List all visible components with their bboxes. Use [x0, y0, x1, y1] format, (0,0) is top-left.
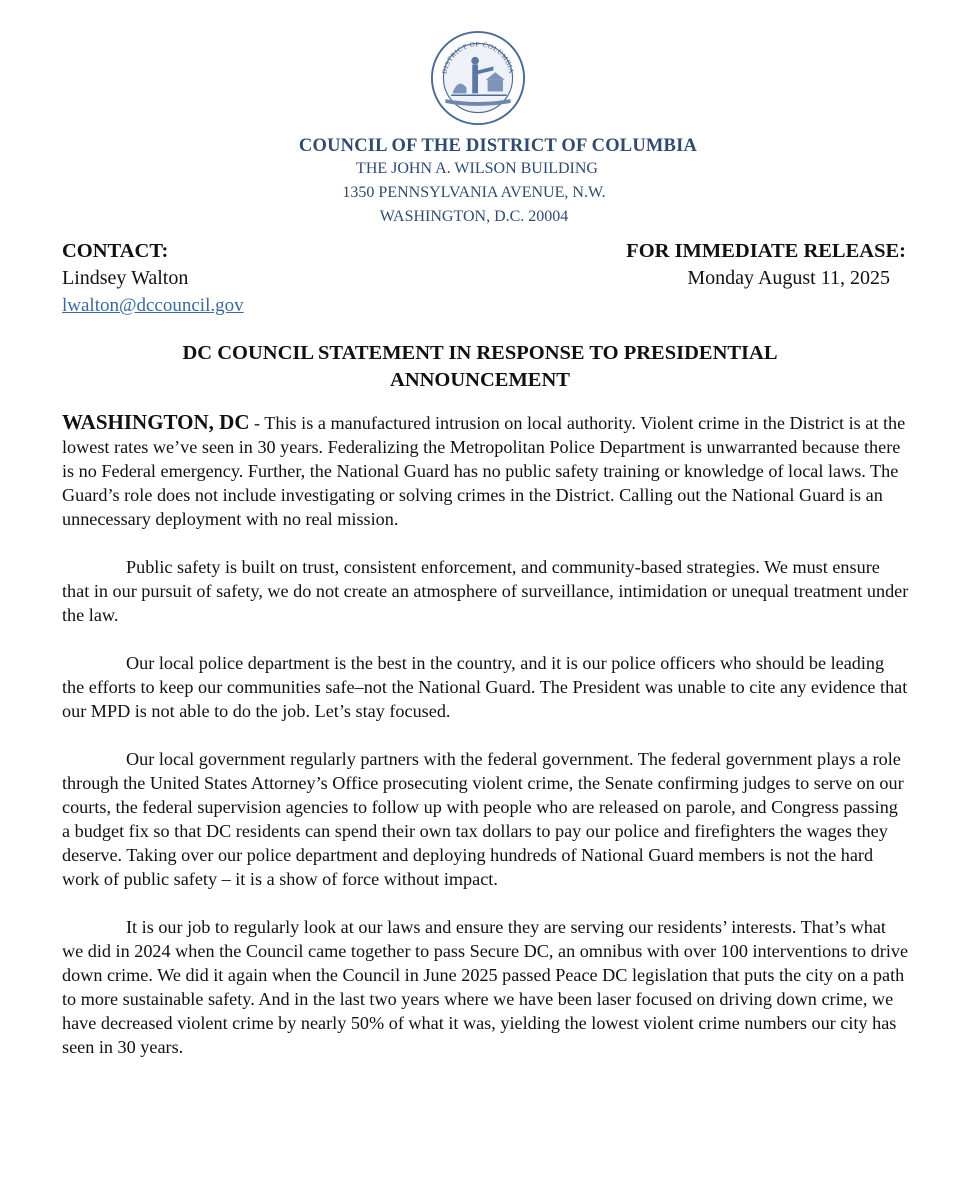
paragraph-1: [62, 410, 910, 531]
release-heading: FOR IMMEDIATE RELEASE:: [626, 240, 906, 262]
paragraph-5: It is our job to regularly look at our laws and ensure they are serving our residents’ interests. That’s what we did in 2024 when the Council came together to pass Secure DC, an omnibus with over 100 interventions to drive down crime. We did it again when the Council in June 2025 passed Peace DC legislation that puts the city on a path to more sustainable safety. And in the last two years where we have been laser focused on driving down crime, we have decreased violent crime by nearly 50% of what it was, yielding the lowest violent crime numbers our city has seen in 30 years.: [62, 917, 909, 1057]
release-date: Monday August 11, 2025: [687, 267, 890, 289]
paragraph-2: Public safety is built on trust, consistent enforcement, and community-based strategies. We must ensure that in our pursuit of safety, we do not create an atmosphere of surveillance, intimidation or unequal treatment under the law.: [62, 557, 909, 625]
release-block: [626, 238, 906, 292]
street-address: 1350 PENNSYLVANIA AVENUE, N.W.: [342, 184, 606, 201]
council-name: COUNCIL OF THE DISTRICT OF COLUMBIA: [298, 136, 698, 156]
city-address: WASHINGTON, D.C. 20004: [379, 208, 569, 225]
paragraph-3: Our local police department is the best in the country, and it is our police officers who should be leading the efforts to keep our communities safe–not the National Guard. The President was unable to cite any evidence that our MPD is not able to do the job. Let’s stay focused.: [62, 653, 908, 721]
paragraph-4: Our local government regularly partners with the federal government. The federal government plays a role through the United States Attorney’s Office prosecuting violent crime, the Senate confirming judges to serve on our courts, the federal supervision agencies to follow up with people who are released on parole, and Congress passing a budget fix so that DC residents can spend their own tax dollars to pay our police and firefighters the wages they deserve. Taking over our police department and deploying hundreds of National Guard members is not the hard work of public safety – it is a show of force without impact.: [62, 749, 904, 889]
seal-label: DISTRICT OF COLUMBIA: [441, 41, 515, 75]
building-name: THE JOHN A. WILSON BUILDING: [356, 160, 598, 177]
headline-line-1: DC COUNCIL STATEMENT IN RESPONSE TO PRESIDENTIAL: [182, 342, 778, 364]
dc-council-seal: [430, 30, 526, 126]
headline-line-2: ANNOUNCEMENT: [390, 369, 570, 391]
dateline: WASHINGTON, DC: [62, 410, 250, 434]
contact-name: Lindsey Walton: [62, 267, 189, 289]
paragraph-1-text: - This is a manufactured intrusion on local authority. Violent crime in the District is at the lowest rates we’ve seen in 30 years. Federalizing the Metropolitan Police Department is unwarranted because there is no Federal emergency. Further, the National Guard has no public safety training or knowledge of local laws. The Guard’s role does not include investigating or solving crimes in the District. Calling out the National Guard is an unnecessary deployment with no real mission.: [62, 413, 906, 529]
contact-email-link[interactable]: lwalton@dccouncil.gov: [62, 295, 244, 316]
contact-heading: CONTACT:: [62, 240, 169, 262]
statement-body: [62, 410, 910, 1083]
contact-block: [62, 238, 244, 319]
letterhead: [0, 136, 960, 229]
statement-headline: [0, 340, 960, 394]
